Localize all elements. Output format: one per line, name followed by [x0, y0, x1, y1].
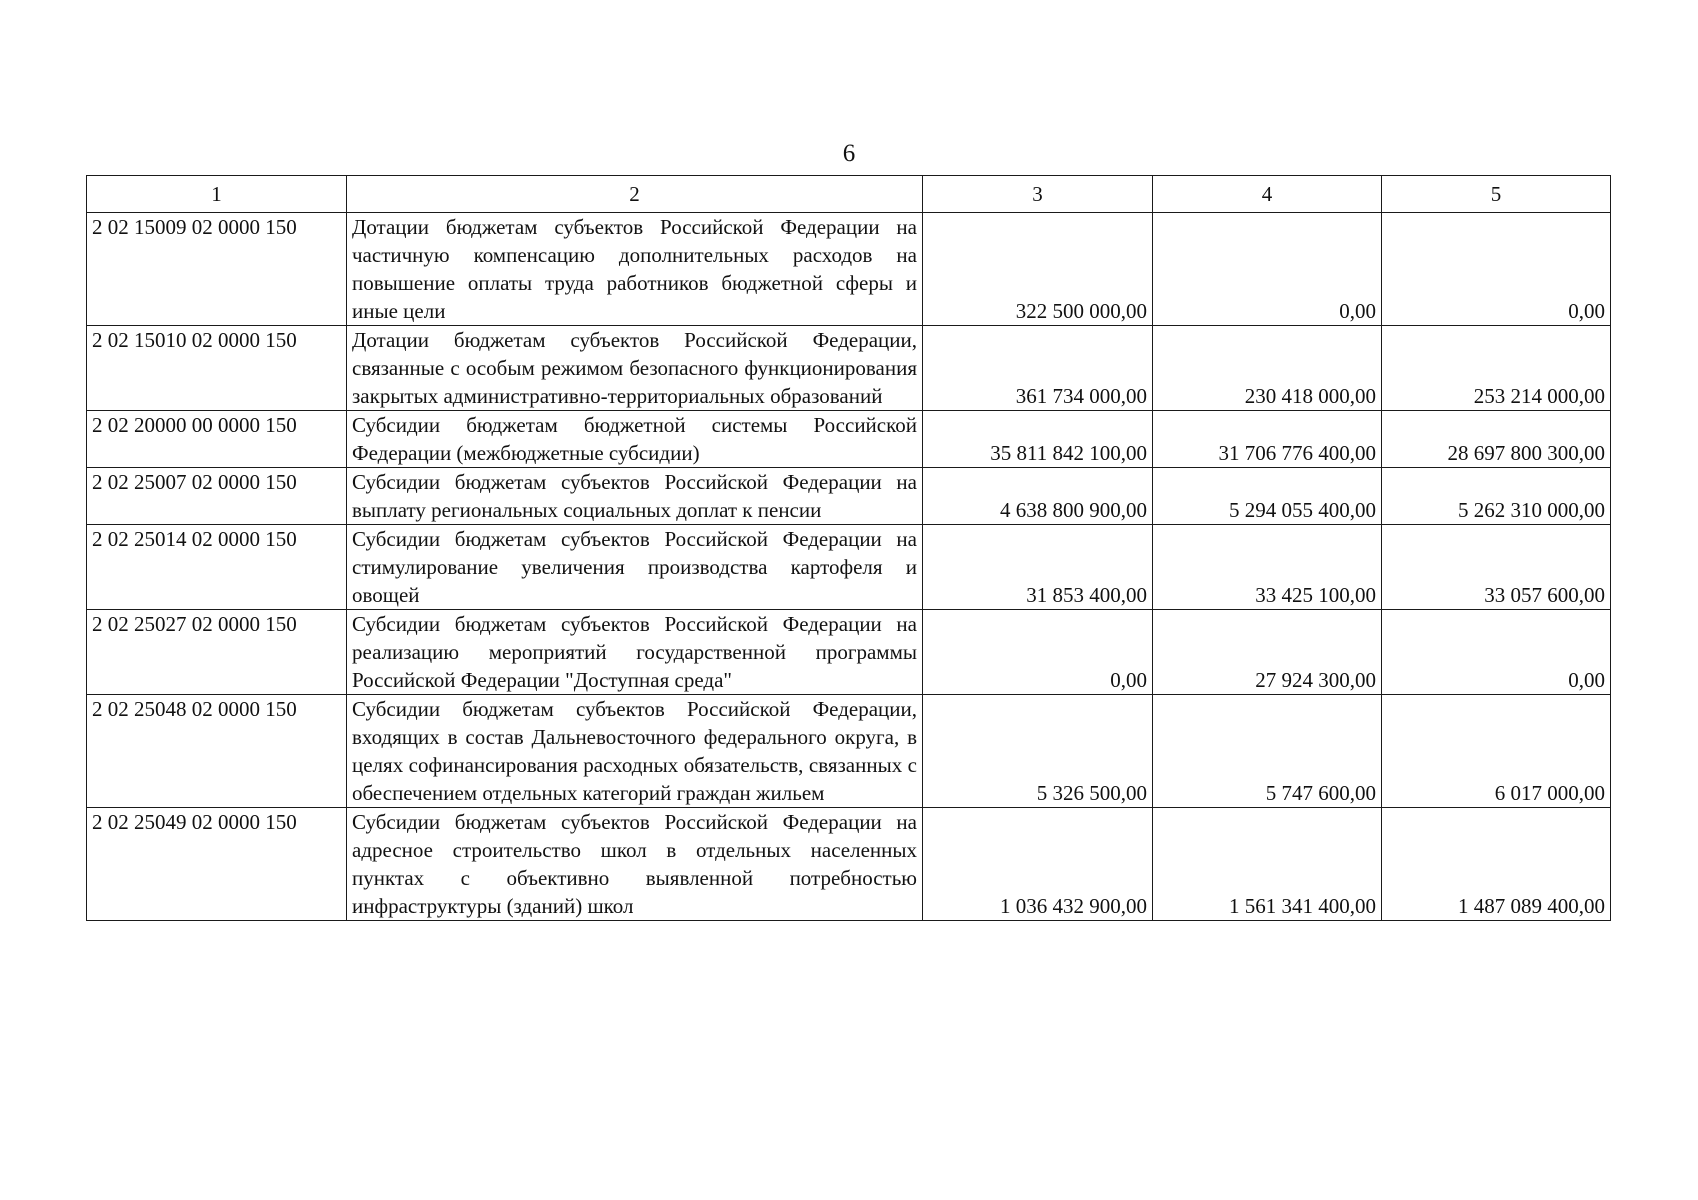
table-row: [87, 411, 1611, 468]
budget-code-cell: 2 02 25048 02 0000 150: [87, 695, 347, 808]
budget-revenue-table: [86, 175, 1611, 921]
amount-col3-cell: 361 734 000,00: [923, 326, 1153, 411]
table-row: [87, 808, 1611, 921]
amount-col4-cell: 33 425 100,00: [1153, 525, 1382, 610]
amount-col5-cell: 6 017 000,00: [1382, 695, 1611, 808]
budget-code-cell: 2 02 15009 02 0000 150: [87, 213, 347, 326]
table-row: [87, 695, 1611, 808]
revenue-name-cell: Субсидии бюджетам бюджетной системы Российской Федерации (межбюджетные субсидии): [347, 411, 923, 468]
amount-col4-cell: 27 924 300,00: [1153, 610, 1382, 695]
column-header-4: 4: [1153, 176, 1382, 213]
amount-col3-cell: 5 326 500,00: [923, 695, 1153, 808]
budget-code-cell: 2 02 20000 00 0000 150: [87, 411, 347, 468]
revenue-name-cell: Субсидии бюджетам субъектов Российской Федерации на стимулирование увеличения производства картофеля и овощей: [347, 525, 923, 610]
amount-col4-cell: 0,00: [1153, 213, 1382, 326]
revenue-name-cell: Дотации бюджетам субъектов Российской Федерации на частичную компенсацию дополнительных расходов на повышение оплаты труда работников бюджетной сферы и иные цели: [347, 213, 923, 326]
budget-code-cell: 2 02 25007 02 0000 150: [87, 468, 347, 525]
table-row: [87, 213, 1611, 326]
table-row: [87, 326, 1611, 411]
revenue-name-cell: Субсидии бюджетам субъектов Российской Федерации на реализацию мероприятий государственной программы Российской Федерации "Доступная среда": [347, 610, 923, 695]
amount-col3-cell: 31 853 400,00: [923, 525, 1153, 610]
amount-col3-cell: 35 811 842 100,00: [923, 411, 1153, 468]
amount-col5-cell: 5 262 310 000,00: [1382, 468, 1611, 525]
page-number: 6: [842, 140, 856, 167]
amount-col5-cell: 1 487 089 400,00: [1382, 808, 1611, 921]
table-row: [87, 525, 1611, 610]
column-header-1: 1: [87, 176, 347, 213]
amount-col5-cell: 253 214 000,00: [1382, 326, 1611, 411]
amount-col3-cell: 0,00: [923, 610, 1153, 695]
amount-col3-cell: 1 036 432 900,00: [923, 808, 1153, 921]
budget-code-cell: 2 02 25014 02 0000 150: [87, 525, 347, 610]
column-header-3: 3: [923, 176, 1153, 213]
revenue-name-cell: Дотации бюджетам субъектов Российской Федерации, связанные с особым режимом безопасного функционирования закрытых административно-территориальных образований: [347, 326, 923, 411]
table-row: [87, 610, 1611, 695]
table-body: [87, 213, 1611, 921]
amount-col5-cell: 0,00: [1382, 610, 1611, 695]
revenue-name-cell: Субсидии бюджетам субъектов Российской Федерации, входящих в состав Дальневосточного федерального округа, в целях софинансирования расходных обязательств, связанных с обеспечением отдельных категорий граждан жильем: [347, 695, 923, 808]
budget-code-cell: 2 02 25049 02 0000 150: [87, 808, 347, 921]
amount-col4-cell: 31 706 776 400,00: [1153, 411, 1382, 468]
amount-col4-cell: 5 747 600,00: [1153, 695, 1382, 808]
amount-col5-cell: 0,00: [1382, 213, 1611, 326]
revenue-name-cell: Субсидии бюджетам субъектов Российской Федерации на выплату региональных социальных доплат к пенсии: [347, 468, 923, 525]
revenue-name-cell: Субсидии бюджетам субъектов Российской Федерации на адресное строительство школ в отдельных населенных пунктах с объективно выявленной потребностью инфраструктуры (зданий) школ: [347, 808, 923, 921]
table-row: [87, 468, 1611, 525]
table-header: [87, 176, 1611, 213]
column-header-5: 5: [1382, 176, 1611, 213]
amount-col4-cell: 5 294 055 400,00: [1153, 468, 1382, 525]
budget-code-cell: 2 02 25027 02 0000 150: [87, 610, 347, 695]
header-row: [87, 176, 1611, 213]
budget-code-cell: 2 02 15010 02 0000 150: [87, 326, 347, 411]
amount-col3-cell: 4 638 800 900,00: [923, 468, 1153, 525]
amount-col4-cell: 230 418 000,00: [1153, 326, 1382, 411]
amount-col5-cell: 28 697 800 300,00: [1382, 411, 1611, 468]
amount-col4-cell: 1 561 341 400,00: [1153, 808, 1382, 921]
amount-col5-cell: 33 057 600,00: [1382, 525, 1611, 610]
amount-col3-cell: 322 500 000,00: [923, 213, 1153, 326]
column-header-2: 2: [347, 176, 923, 213]
